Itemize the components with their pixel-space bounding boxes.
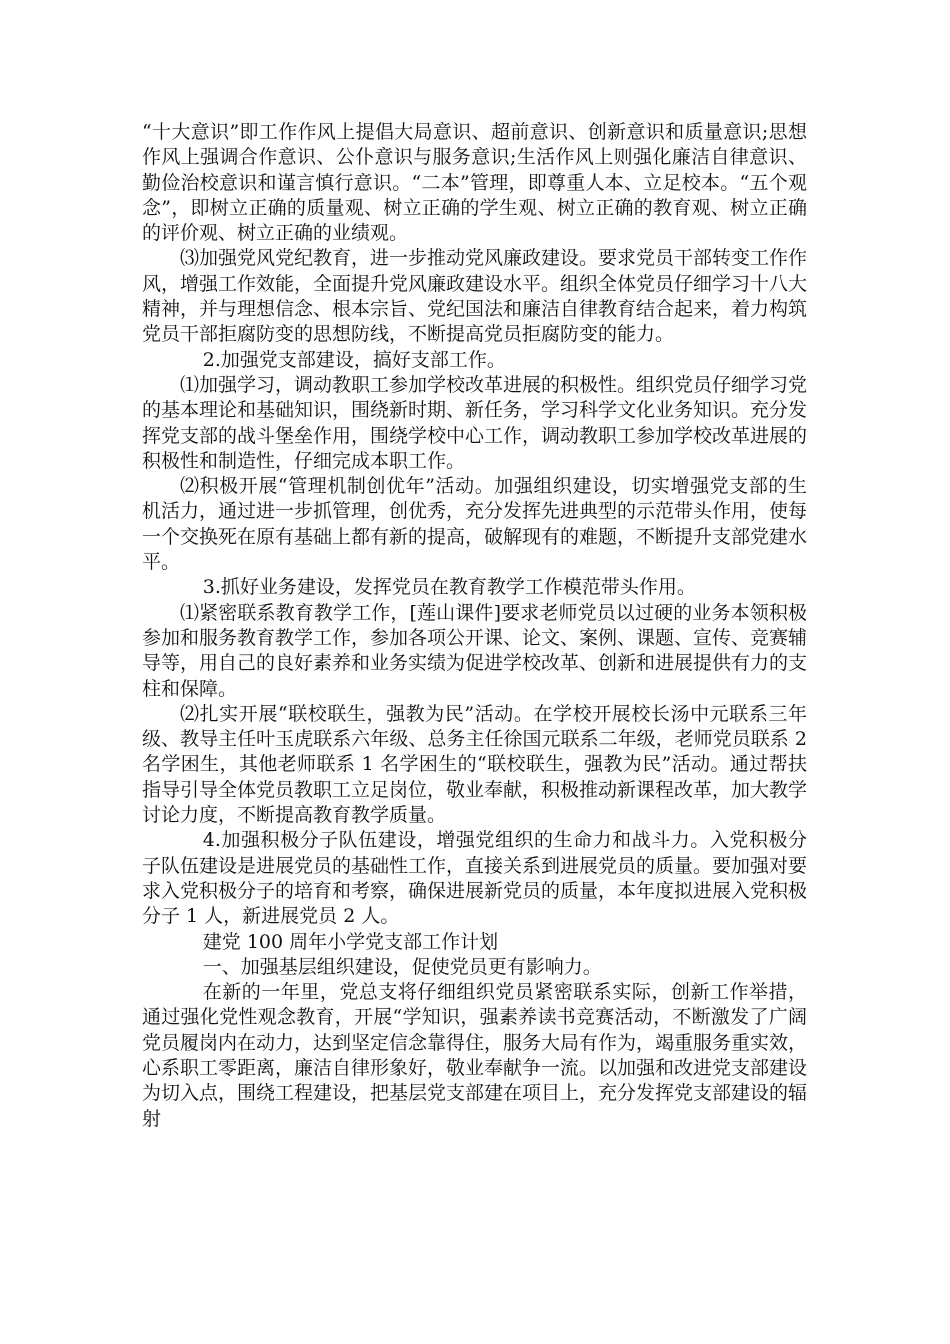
paragraph-section-one-heading: 一、加强基层组织建设，促使党员更有影响力。 [202,955,602,978]
paragraph-plan-title: 建党 100 周年小学党支部工作计划 [202,930,499,953]
paragraph-strengthen-study: ⑴加强学习，调动教职工参加学校改革进展的积极性。组织党员仔细学习党的基本理论和基础知识，围绕新时期、新任务，学习科学文化业务知识。充分发挥党支部的战斗堡垒作用，围绕学校中心工作，调动教职工参加学校改革进展的积极性和制造性，仔细完成本职工作。 [142,373,808,472]
paragraph-school-student-link: ⑵扎实开展“联校联生，强教为民”活动。在学校开展校长汤中元联系三年级、教导主任叶玉虎联系六年级、总务主任徐国元联系二年级，老师党员联系 2 名学困生，其他老师联系 1 名学困生的“联校联生，强教为民”活动。通过帮扶指导引导全体党员教职工立足岗位，敬业奉献，积极推动新课程改革，加大教学讨论力度，不断提高教育教学质量。 [142,702,808,827]
paragraph-heading-branch-building: 2.加强党支部建设，搞好支部工作。 [202,348,506,371]
paragraph-ten-consciousness: “十大意识”即工作作风上提倡大局意识、超前意识、创新意识和质量意识;思想作风上强调合作意识、公仆意识与服务意识;生活作风上则强化廉洁自律意识、勤俭治校意识和谨言慎行意识。“二本”管理，即尊重人本、立足校本。“五个观念”，即树立正确的质量观、树立正确的学生观、树立正确的教育观、树立正确的评价观、树立正确的业绩观。 [142,121,807,245]
paragraph-teaching-work: ⑴紧密联系教育教学工作，[莲山课件]要求老师党员以过硬的业务本领积极参加和服务教育教学工作，参加各项公开课、论文、案例、课题、宣传、竞赛辅导等，用自己的良好素养和业务实绩为促进学校改革、创新和进展提供有力的支柱和保障。 [142,601,808,700]
paragraph-management-mechanism: ⑵积极开展“管理机制创优年”活动。加强组织建设，切实增强党支部的生机活力，通过进一步抓管理，创优秀，充分发挥先进典型的示范带头作用，使每一个交换死在原有基础上都有新的提高，破解现有的难题，不断提升支部党建水平。 [142,475,808,574]
paragraph-activist-team: 4.加强积极分子队伍建设，增强党组织的生命力和战斗力。入党积极分子队伍建设是进展党员的基础性工作，直接关系到进展党员的质量。要加强对要求入党积极分子的培育和考察，确保进展新党员的质量，本年度拟进展入党积极分子 1 人，新进展党员 2 人。 [142,829,808,928]
paragraph-heading-business-building: 3.抓好业务建设，发挥党员在教育教学工作模范带头作用。 [202,576,696,599]
paragraph-party-discipline: ⑶加强党风党纪教育，进一步推动党风廉政建设。要求党员干部转变工作作风，增强工作效能，全面提升党风廉政建设水平。组织全体党员仔细学习十八大精神，并与理想信念、根本宗旨、党纪国法和廉洁自律教育结合起来，着力构筑党员干部拒腐防变的思想防线，不断提高党员拒腐防变的能力。 [142,247,808,346]
paragraph-new-year: 在新的一年里，党总支将仔细组织党员紧密联系实际，创新工作举措，通过强化党性观念教育，开展“学知识，强素养读书竞赛活动，不断激发了广阔党员履岗内在动力，达到坚定信念靠得住，服务大局有作为，竭重服务重实效，心系职工零距离，廉洁自律形象好，敬业奉献争一流。以加强和改进党支部建设为切入点，围绕工程建设，把基层党支部建在项目上，充分发挥党支部建设的辐射 [142,981,808,1130]
document-body [142,120,807,1132]
